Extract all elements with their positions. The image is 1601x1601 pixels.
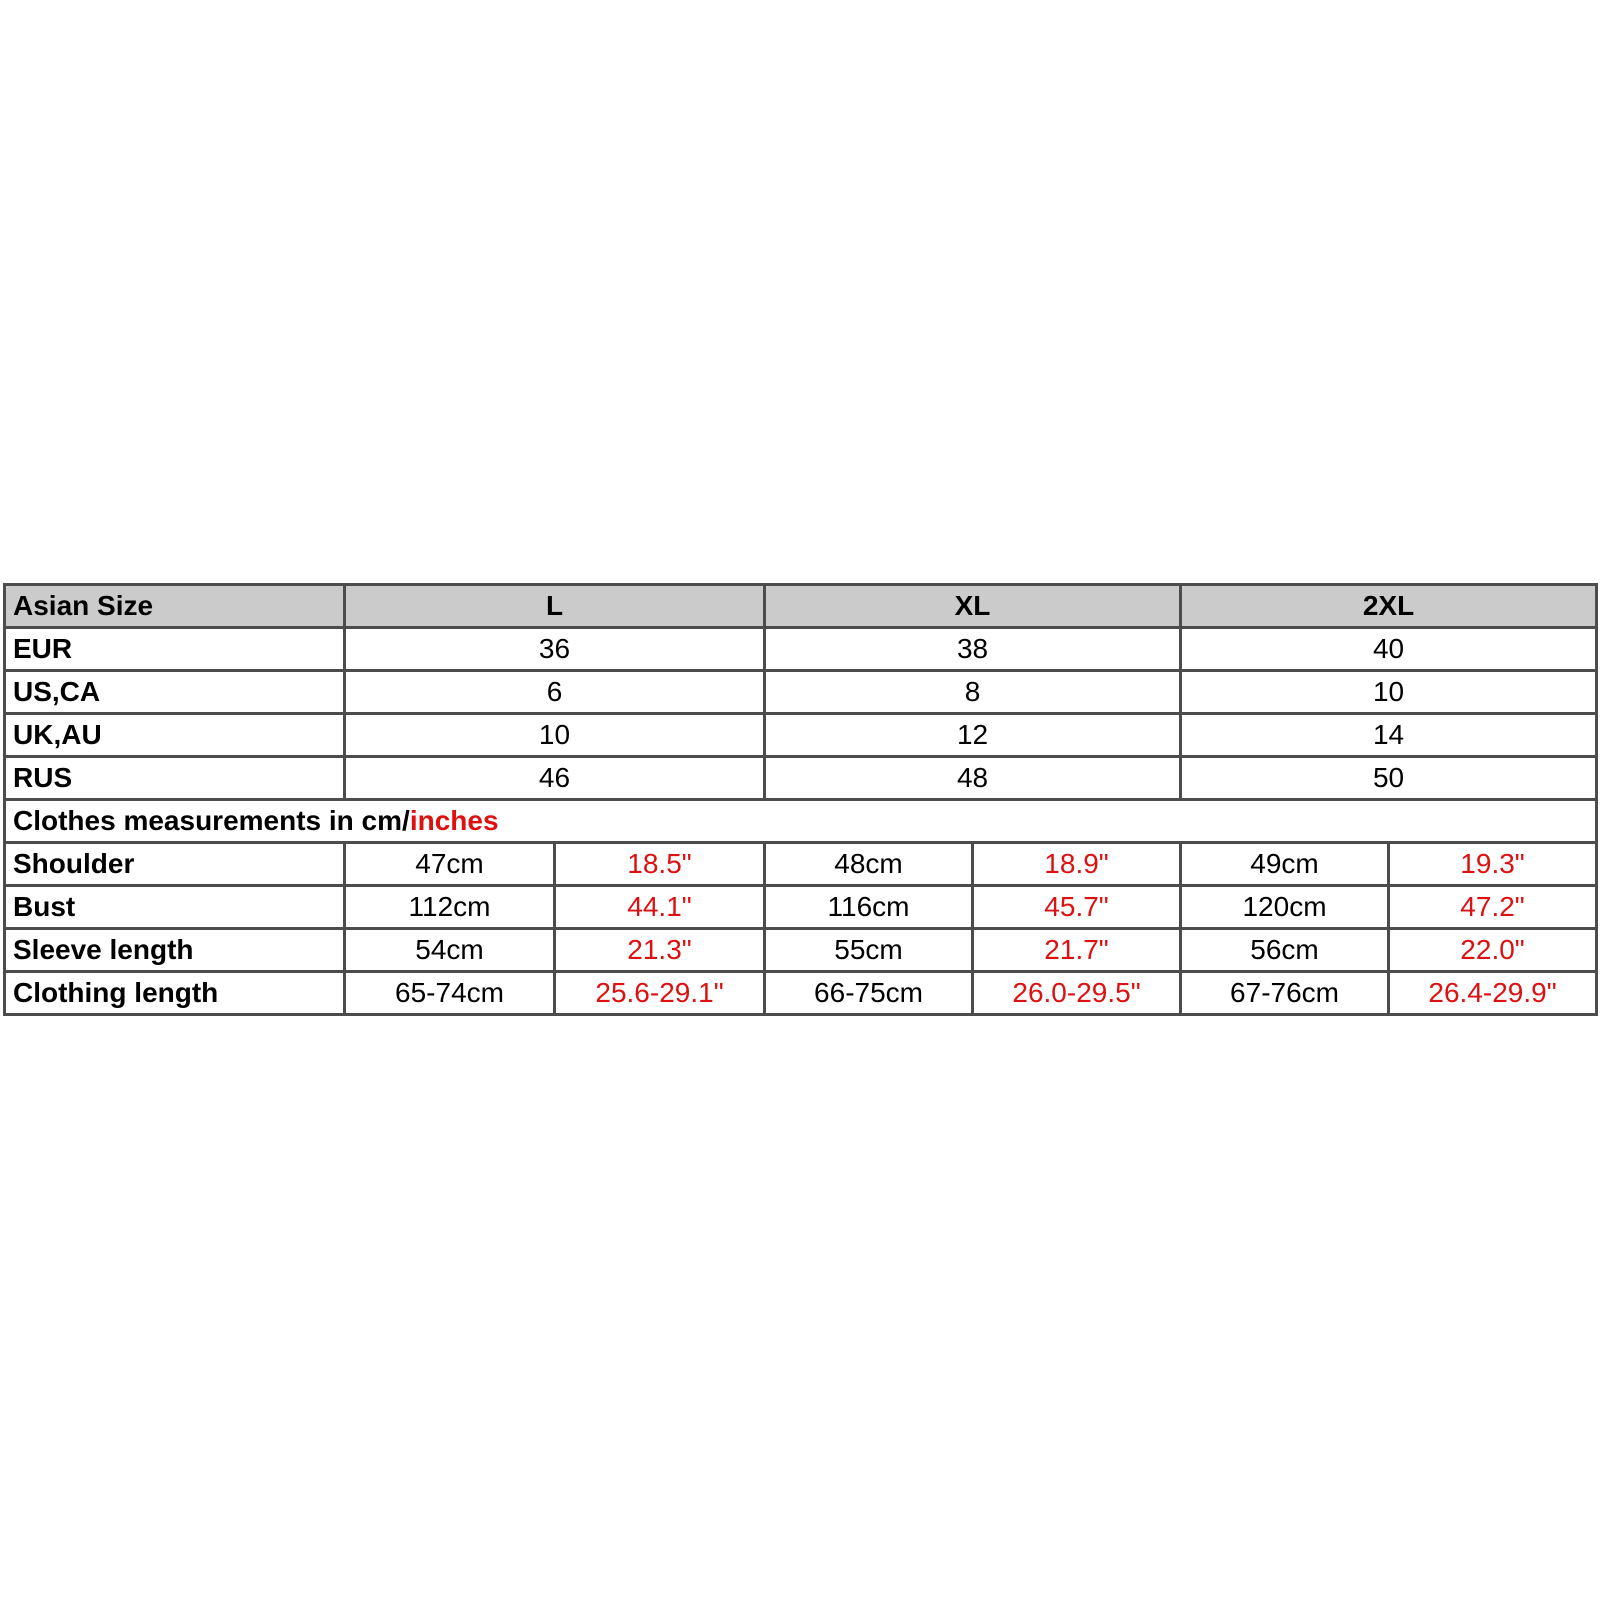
size-row-label: EUR bbox=[5, 628, 345, 671]
size-value: 50 bbox=[1181, 757, 1597, 800]
size-row-label: UK,AU bbox=[5, 714, 345, 757]
size-row-uk-au bbox=[5, 714, 1597, 757]
size-chart-table bbox=[3, 583, 1598, 1016]
size-value: 10 bbox=[1181, 671, 1597, 714]
size-value: 46 bbox=[345, 757, 765, 800]
measurement-inch-value: 47.2" bbox=[1389, 886, 1597, 929]
measurement-inch-value: 25.6-29.1" bbox=[555, 972, 765, 1015]
measurement-row-clothing-length bbox=[5, 972, 1597, 1015]
measurement-row-label: Bust bbox=[5, 886, 345, 929]
measurement-inch-value: 26.0-29.5" bbox=[973, 972, 1181, 1015]
size-row-label: RUS bbox=[5, 757, 345, 800]
measurement-inch-value: 44.1" bbox=[555, 886, 765, 929]
measurement-cm-value: 120cm bbox=[1181, 886, 1389, 929]
measurement-row-bust bbox=[5, 886, 1597, 929]
measurement-cm-value: 47cm bbox=[345, 843, 555, 886]
measurement-cm-value: 49cm bbox=[1181, 843, 1389, 886]
measurement-cm-value: 55cm bbox=[765, 929, 973, 972]
measurement-inch-value: 18.9" bbox=[973, 843, 1181, 886]
header-cell-size-l: L bbox=[345, 585, 765, 628]
measurement-row-shoulder bbox=[5, 843, 1597, 886]
measurement-cm-value: 116cm bbox=[765, 886, 973, 929]
section-title-inches: inches bbox=[409, 805, 499, 836]
size-value: 14 bbox=[1181, 714, 1597, 757]
section-title-cell bbox=[5, 800, 1597, 843]
measurement-inch-value: 26.4-29.9" bbox=[1389, 972, 1597, 1015]
size-row-us-ca bbox=[5, 671, 1597, 714]
section-title-row bbox=[5, 800, 1597, 843]
measurement-inch-value: 22.0" bbox=[1389, 929, 1597, 972]
measurement-cm-value: 56cm bbox=[1181, 929, 1389, 972]
measurement-cm-value: 112cm bbox=[345, 886, 555, 929]
size-value: 10 bbox=[345, 714, 765, 757]
measurement-cm-value: 66-75cm bbox=[765, 972, 973, 1015]
size-value: 36 bbox=[345, 628, 765, 671]
measurement-cm-value: 48cm bbox=[765, 843, 973, 886]
size-row-eur bbox=[5, 628, 1597, 671]
size-value: 40 bbox=[1181, 628, 1597, 671]
header-cell-asian-size: Asian Size bbox=[5, 585, 345, 628]
measurement-row-sleeve-length bbox=[5, 929, 1597, 972]
section-title-cm: Clothes measurements in cm/ bbox=[13, 805, 410, 836]
header-cell-size-xl: XL bbox=[765, 585, 1181, 628]
size-value: 12 bbox=[765, 714, 1181, 757]
measurement-cm-value: 65-74cm bbox=[345, 972, 555, 1015]
measurement-inch-value: 18.5" bbox=[555, 843, 765, 886]
measurement-row-label: Shoulder bbox=[5, 843, 345, 886]
size-row-label: US,CA bbox=[5, 671, 345, 714]
size-chart-container bbox=[3, 583, 1595, 1016]
measurement-inch-value: 45.7" bbox=[973, 886, 1181, 929]
measurement-cm-value: 67-76cm bbox=[1181, 972, 1389, 1015]
measurement-row-label: Clothing length bbox=[5, 972, 345, 1015]
measurement-inch-value: 19.3" bbox=[1389, 843, 1597, 886]
measurement-inch-value: 21.7" bbox=[973, 929, 1181, 972]
measurement-cm-value: 54cm bbox=[345, 929, 555, 972]
size-value: 48 bbox=[765, 757, 1181, 800]
size-row-rus bbox=[5, 757, 1597, 800]
header-cell-size-2xl: 2XL bbox=[1181, 585, 1597, 628]
size-value: 38 bbox=[765, 628, 1181, 671]
measurement-row-label: Sleeve length bbox=[5, 929, 345, 972]
size-value: 8 bbox=[765, 671, 1181, 714]
header-row bbox=[5, 585, 1597, 628]
size-value: 6 bbox=[345, 671, 765, 714]
measurement-inch-value: 21.3" bbox=[555, 929, 765, 972]
